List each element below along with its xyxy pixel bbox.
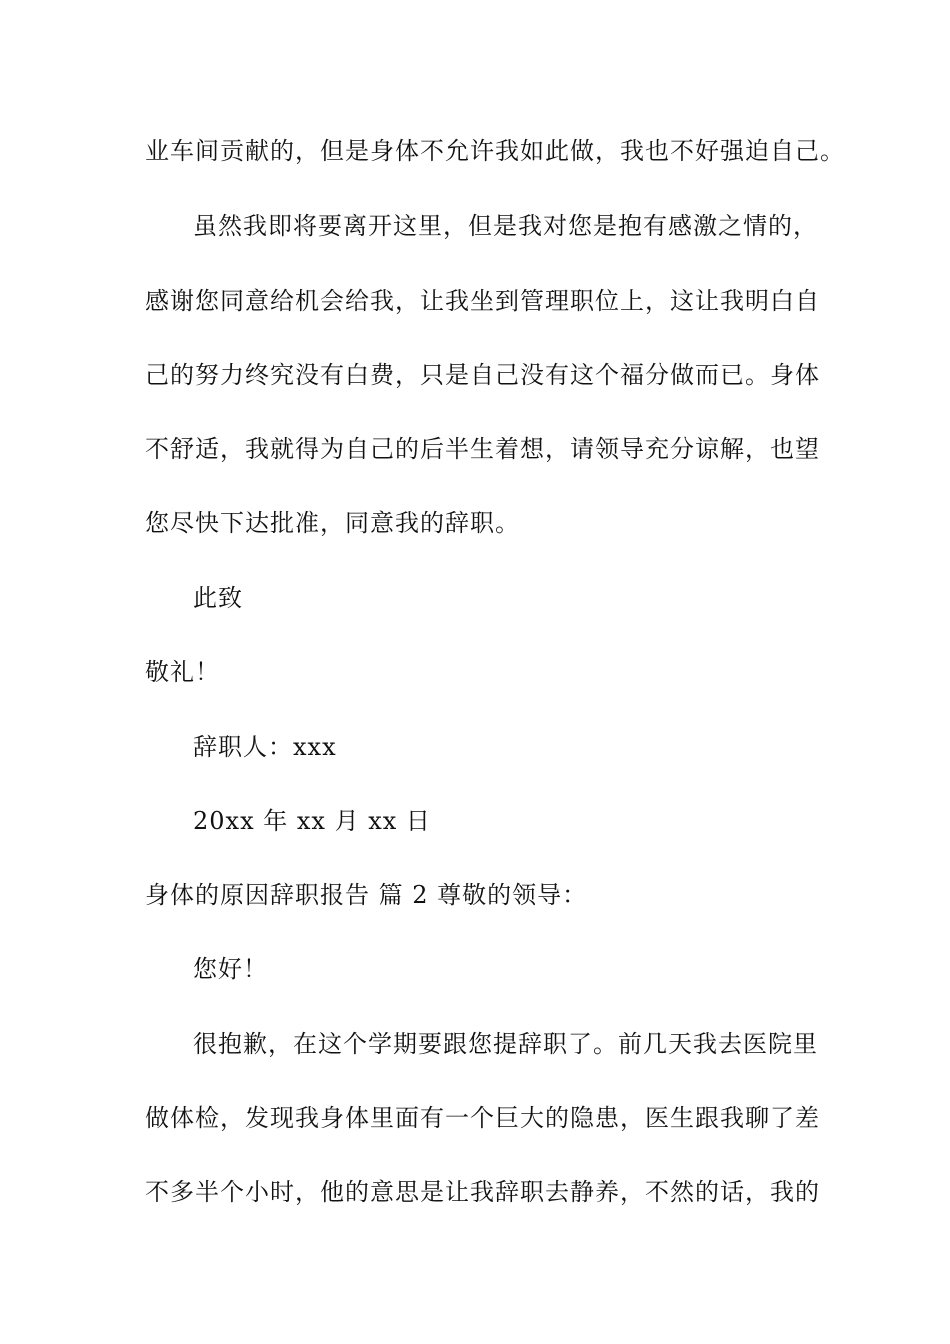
section-heading: 身体的原因辞职报告 篇 2 尊敬的领导： bbox=[145, 881, 588, 909]
body-text-line: 业车间贡献的，但是身体不允许我如此做，我也不好强迫自己。 bbox=[145, 137, 845, 165]
paragraph-start-line: 很抱歉，在这个学期要跟您提辞职了。前几天我去医院里 bbox=[193, 1030, 818, 1058]
greeting: 您好！ bbox=[193, 955, 268, 983]
body-text-line: 己的努力终究没有白费，只是自己没有这个福分做而已。身体 bbox=[145, 361, 820, 389]
closing-regards: 敬礼！ bbox=[145, 658, 220, 686]
body-text-line: 感谢您同意给机会给我，让我坐到管理职位上，这让我明白自 bbox=[145, 287, 820, 315]
closing-salutation: 此致 bbox=[193, 584, 243, 612]
signature-date: 20xx 年 xx 月 xx 日 bbox=[193, 807, 431, 835]
body-text-line: 不多半个小时，他的意思是让我辞职去静养，不然的话，我的 bbox=[145, 1178, 820, 1206]
signature-name: 辞职人：xxx bbox=[193, 733, 337, 761]
body-text-line: 做体检，发现我身体里面有一个巨大的隐患，医生跟我聊了差 bbox=[145, 1104, 820, 1132]
paragraph-start-line: 虽然我即将要离开这里，但是我对您是抱有感激之情的， bbox=[193, 212, 818, 240]
body-text-line: 不舒适，我就得为自己的后半生着想，请领导充分谅解，也望 bbox=[145, 435, 820, 463]
body-text-line: 您尽快下达批准，同意我的辞职。 bbox=[145, 509, 520, 537]
